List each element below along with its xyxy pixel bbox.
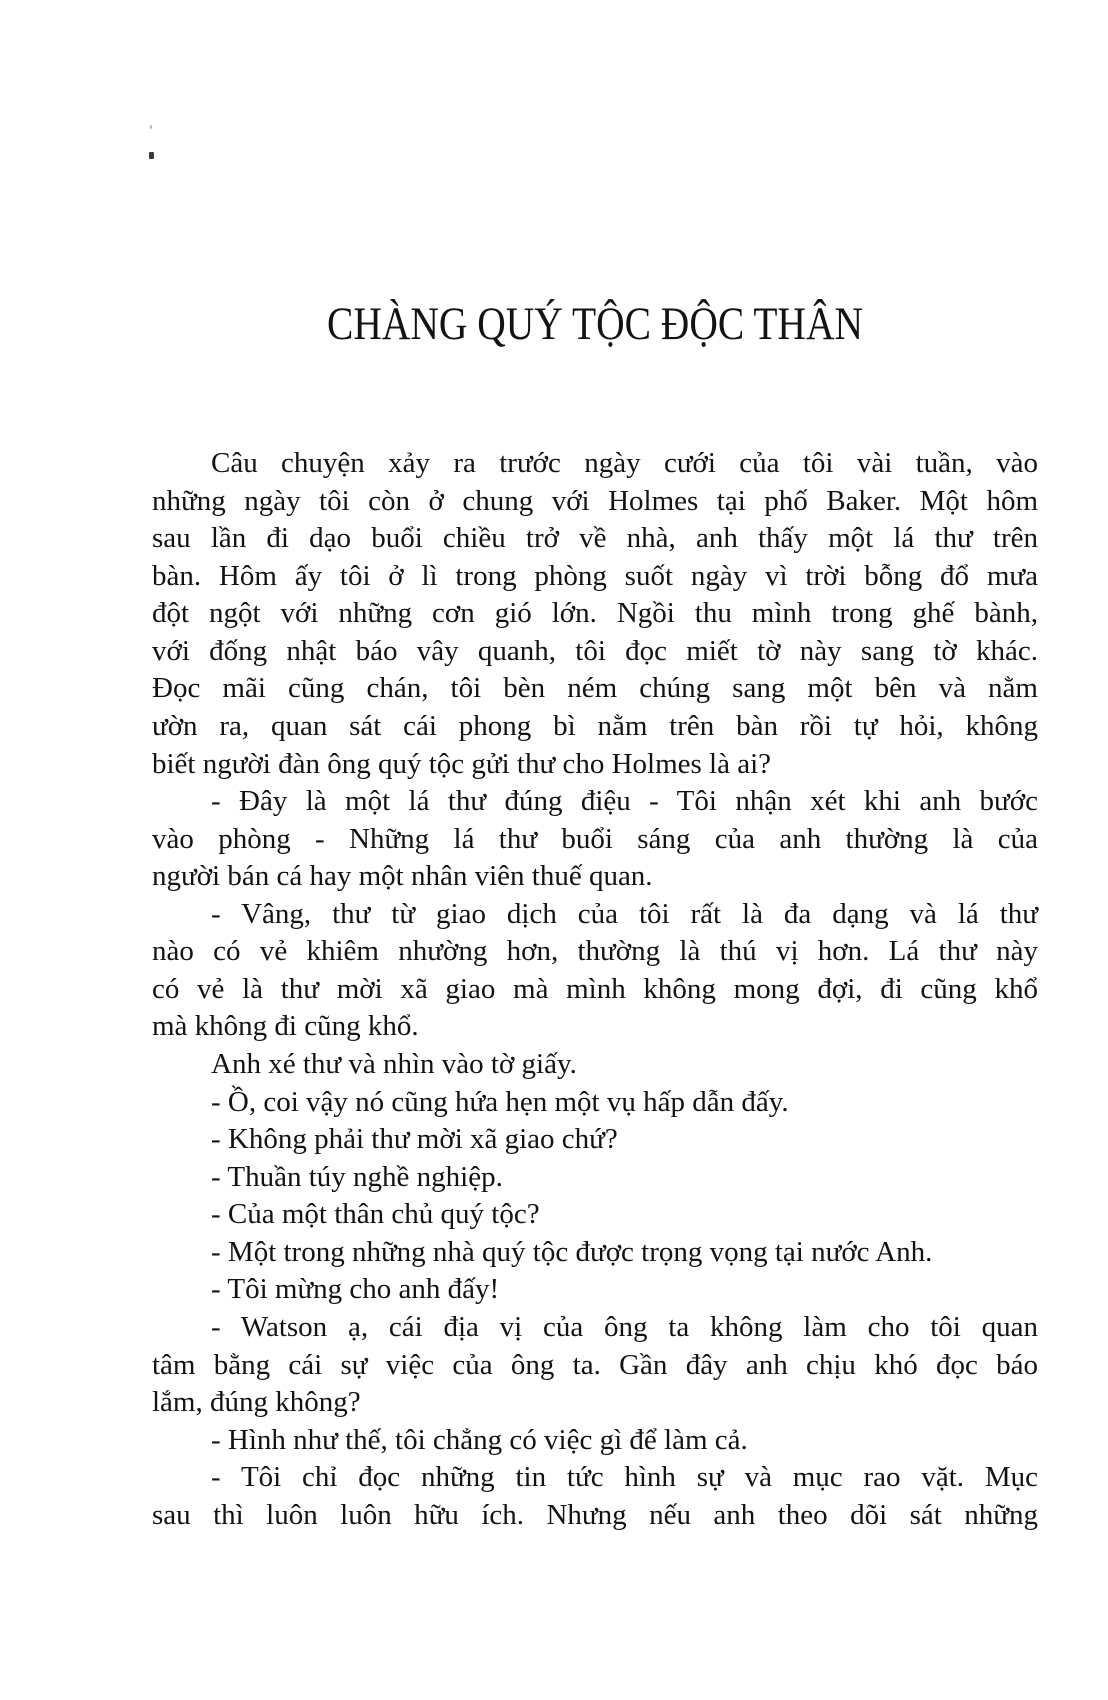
text-line: Anh xé thư và nhìn vào tờ giấy. xyxy=(211,1048,577,1080)
text-line: - Không phải thư mời xã giao chứ? xyxy=(211,1123,618,1156)
text-line: biết người đàn ông quý tộc gửi thư cho Holmes là ai? xyxy=(152,747,772,780)
text-line: nào có vẻ khiêm nhường hơn, thường là thú vị hơn. Lá thư này xyxy=(152,935,1038,968)
text-line: người bán cá hay một nhân viên thuế quan. xyxy=(152,860,653,893)
text-line: - Một trong những nhà quý tộc được trọng vọng tại nước Anh. xyxy=(211,1235,933,1268)
text-line: bàn. Hôm ấy tôi ở lì trong phòng suốt ngày vì trời bỗng đổ mưa xyxy=(152,559,1038,592)
text-line: có vẻ là thư mời xã giao mà mình không mong đợi, đi cũng khổ xyxy=(152,972,1038,1005)
text-line: - Ồ, coi vậy nó cũng hứa hẹn một vụ hấp dẫn đấy. xyxy=(211,1085,789,1118)
text-line: mà không đi cũng khổ. xyxy=(152,1010,419,1043)
text-line: với đống nhật báo vây quanh, tôi đọc miết tờ này sang tờ khác. xyxy=(152,634,1038,667)
text-line: ườn ra, quan sát cái phong bì nằm trên bàn rồi tự hỏi, không xyxy=(152,709,1038,742)
scan-artifact-dot xyxy=(150,125,152,129)
text-line: sau thì luôn luôn hữu ích. Nhưng nếu anh theo dõi sát những xyxy=(152,1498,1038,1531)
text-line: - Hình như thế, tôi chẳng có việc gì để làm cả. xyxy=(211,1423,748,1456)
text-line: Câu chuyện xảy ra trước ngày cưới của tôi vài tuần, vào xyxy=(211,447,1038,479)
page-text xyxy=(152,445,1038,1534)
chapter-title xyxy=(152,296,1038,352)
text-line: - Tôi mừng cho anh đấy! xyxy=(211,1273,500,1306)
text-line: - Đây là một lá thư đúng điệu - Tôi nhận xét khi anh bước xyxy=(211,785,1038,818)
chapter-title-text: CHÀNG QUÝ TỘC ĐỘC THÂN xyxy=(327,298,863,350)
text-line: tâm bằng cái sự việc của ông ta. Gần đây anh chịu khó đọc báo xyxy=(152,1348,1038,1381)
text-line: đột ngột với những cơn gió lớn. Ngồi thu mình trong ghế bành, xyxy=(152,597,1038,630)
text-line: - Watson ạ, cái địa vị của ông ta không làm cho tôi quan xyxy=(211,1310,1038,1343)
text-line: Đọc mãi cũng chán, tôi bèn ném chúng sang một bên và nằm xyxy=(152,672,1038,705)
text-line: - Thuần túy nghề nghiệp. xyxy=(211,1160,503,1193)
scan-artifact-dot xyxy=(149,152,154,159)
text-line: vào phòng - Những lá thư buổi sáng của anh thường là của xyxy=(152,822,1038,855)
text-line: lắm, đúng không? xyxy=(152,1386,361,1419)
text-line: - Của một thân chủ quý tộc? xyxy=(211,1198,540,1231)
text-line: - Vâng, thư từ giao dịch của tôi rất là đa dạng và lá thư xyxy=(211,897,1038,930)
text-line: những ngày tôi còn ở chung với Holmes tại phố Baker. Một hôm xyxy=(152,484,1038,517)
text-line: sau lần đi dạo buổi chiều trở về nhà, anh thấy một lá thư trên xyxy=(152,522,1038,555)
text-line: - Tôi chỉ đọc những tin tức hình sự và mục rao vặt. Mục xyxy=(211,1461,1038,1494)
